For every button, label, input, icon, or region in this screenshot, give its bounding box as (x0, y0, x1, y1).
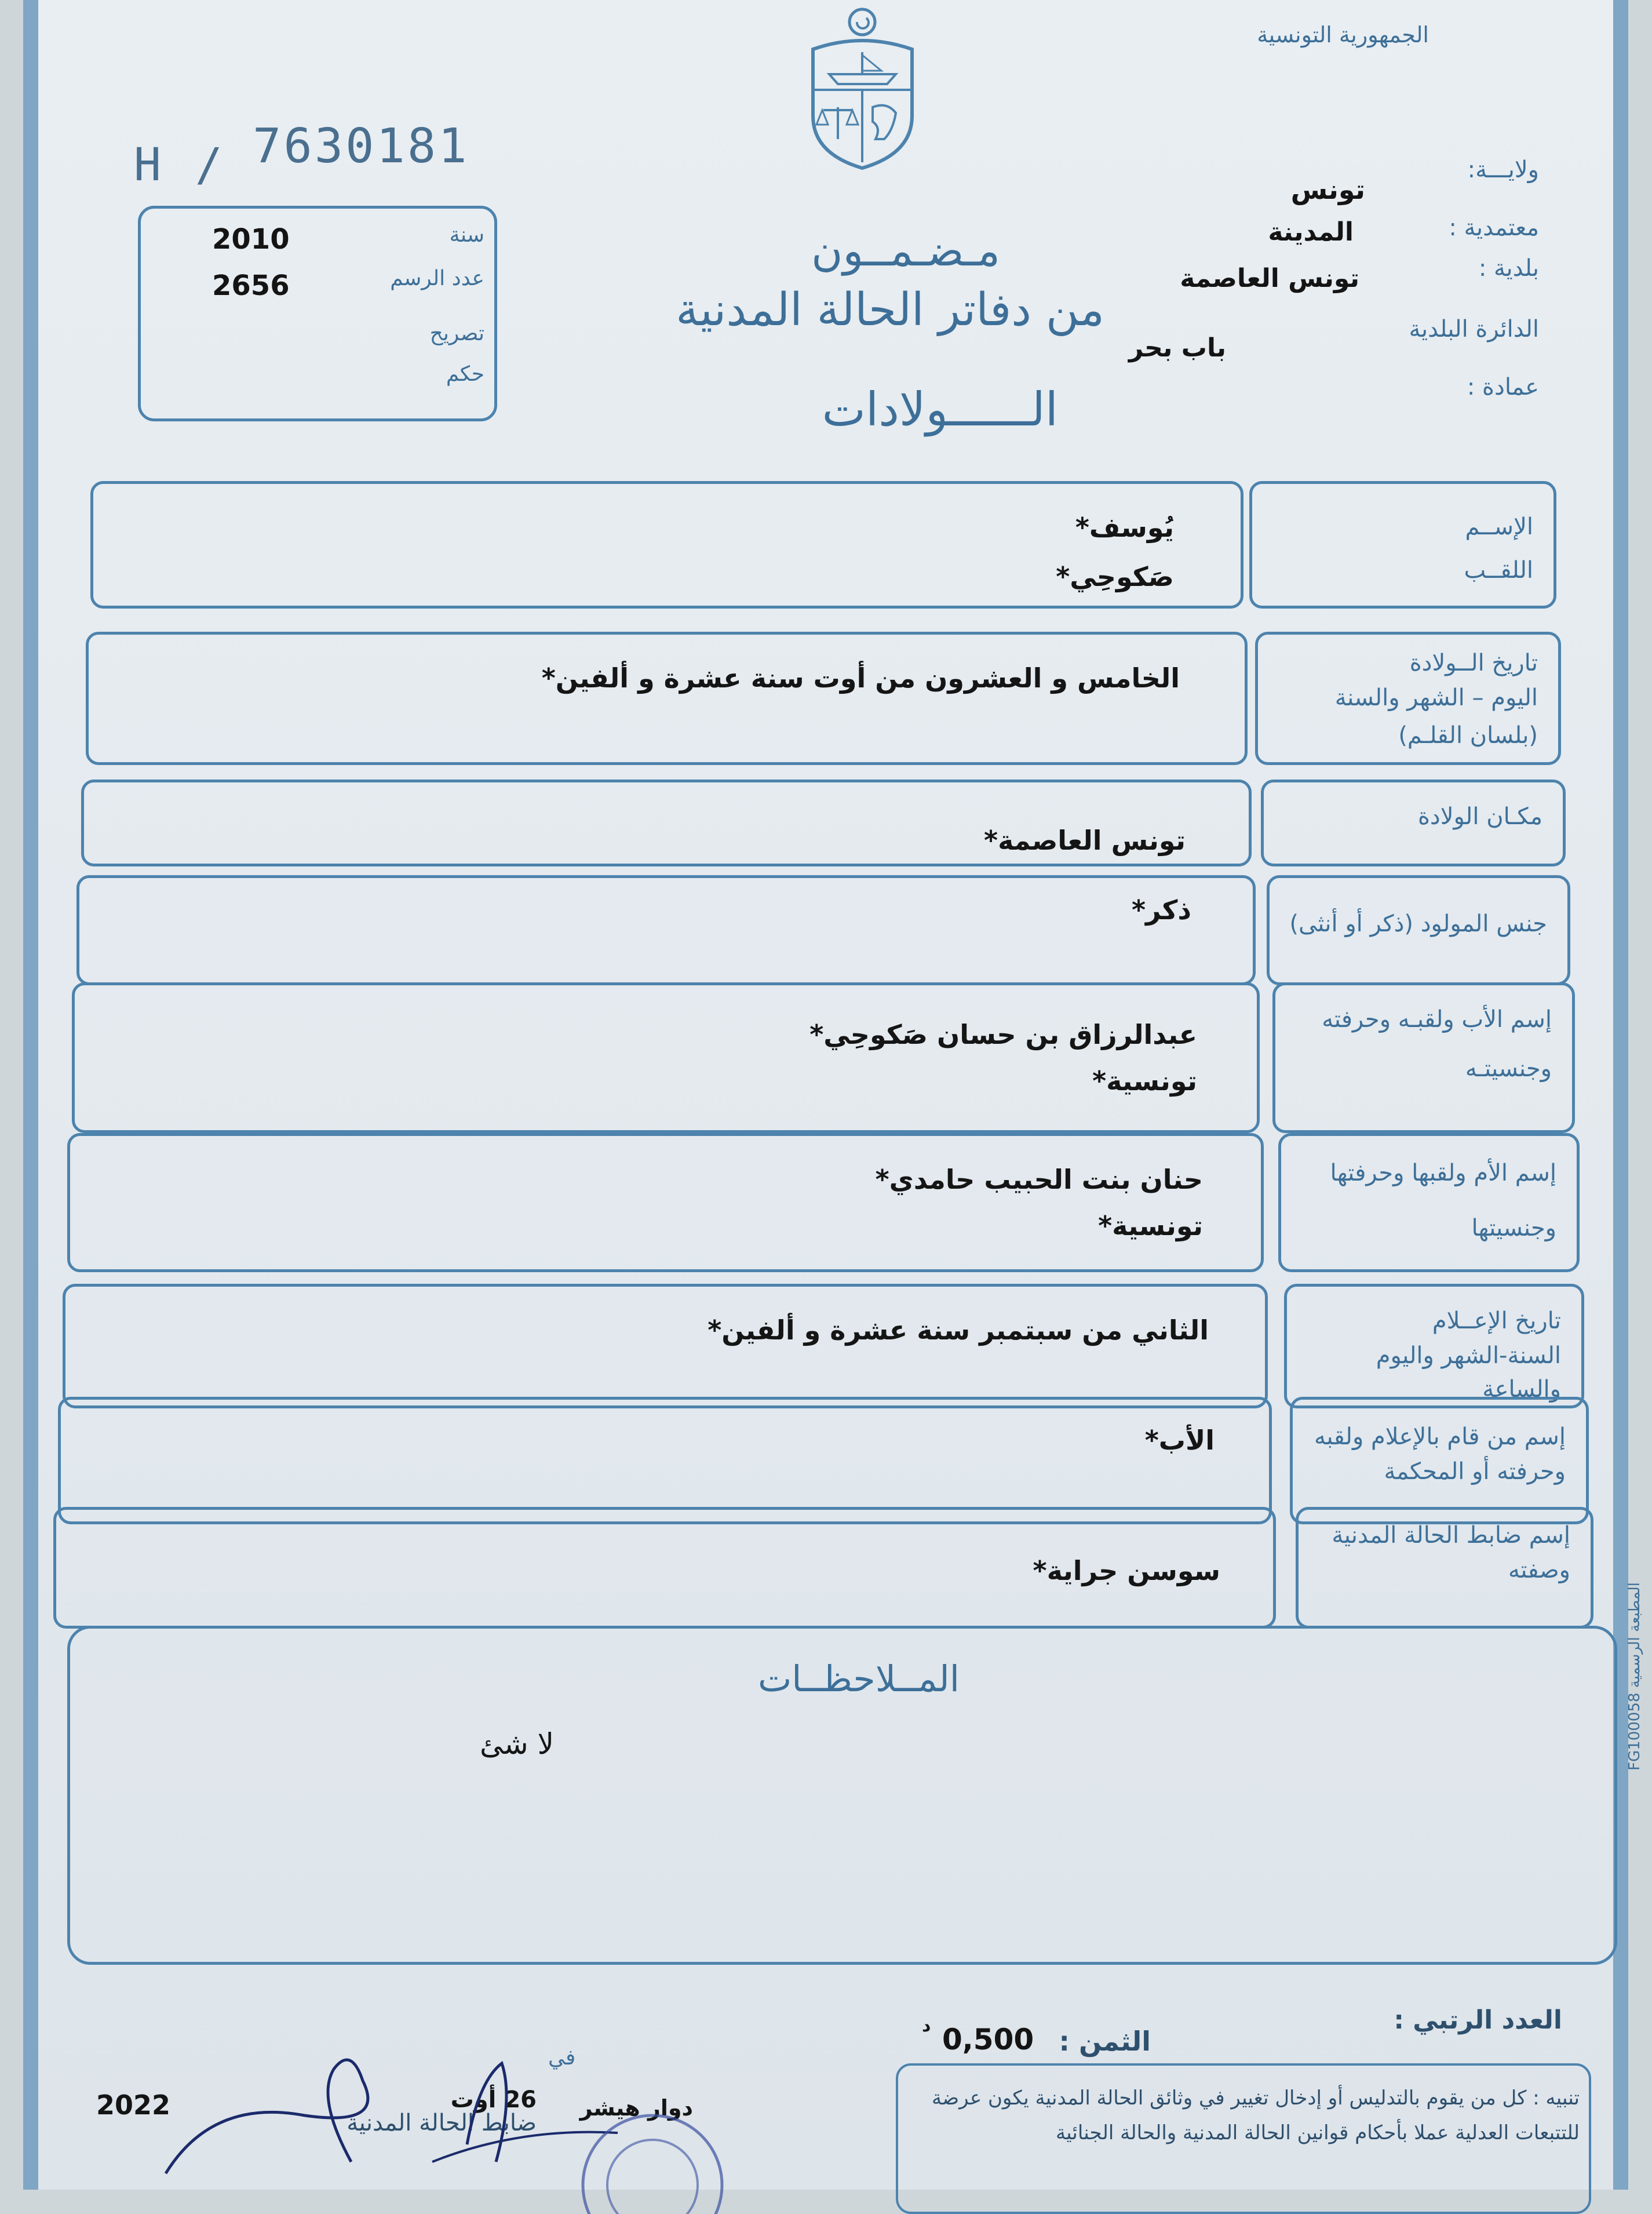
field-label: تاريخ الإعــلام (1432, 1308, 1561, 1334)
record-number-value: 2656 (212, 270, 290, 302)
field-value-box (86, 632, 1248, 765)
title-births: الــــــولادات (822, 383, 1058, 436)
printer-mark: المطبعة الرسمية FG100058 (1626, 1582, 1643, 1771)
field-value: يُوسف* (1075, 512, 1174, 543)
municipality-label: بلدية : (1478, 255, 1539, 282)
serial-prefix: H / (134, 139, 226, 191)
issue-year: 2022 (96, 2089, 171, 2121)
tunisia-coat-of-arms-icon (806, 6, 919, 174)
field-label: وحرفته أو المحكمة (1384, 1458, 1566, 1485)
field-label: (بلسان القلـم) (1398, 722, 1538, 749)
district-label: الدائرة البلدية (1409, 316, 1539, 343)
field-label: إسم من قام بالإعلام ولقبه (1314, 1423, 1566, 1450)
field-value: تونسية* (1098, 1210, 1203, 1241)
field-label-box (1249, 481, 1556, 609)
field-value-box (72, 982, 1260, 1133)
title-content: مـضـمــون (811, 226, 1000, 276)
field-label: وجنسيتـه (1465, 1055, 1552, 1082)
field-label: اللقــب (1464, 557, 1533, 584)
remarks-title: المــلاحظــات (757, 1658, 960, 1700)
wilaya-label: ولايـــة: (1467, 156, 1539, 183)
field-label: وجنسيتها (1471, 1215, 1556, 1241)
serial-number: 7630181 (253, 119, 469, 174)
republic-header: الجمهورية التونسية (1257, 22, 1429, 48)
field-label: الإســم (1465, 514, 1533, 540)
officer-title: ضابط الحالة المدنية (347, 2110, 537, 2136)
year-value: 2010 (212, 223, 290, 256)
signature-and-stamp (143, 2011, 664, 2185)
field-label: إسم ضابط الحالة المدنية (1332, 1522, 1570, 1549)
field-value: ذكر* (1131, 894, 1191, 926)
omda-label: عمادة : (1467, 374, 1539, 400)
field-value: عبدالرزاق بن حسان صَكوحِي* (809, 1019, 1197, 1050)
price-label: الثمن : (1059, 2026, 1151, 2057)
issue-date: 26 أوت (450, 2086, 537, 2113)
field-value: الثاني من سبتمبر سنة عشرة و ألفين* (708, 1314, 1209, 1346)
field-value: الخامس و العشرون من أوت سنة عشرة و ألفين* (541, 662, 1180, 694)
title-civil-registry: من دفاتر الحالة المدنية (676, 284, 1104, 336)
field-label: وصفته (1508, 1557, 1570, 1583)
field-label: إسم الأب ولقبـه وحرفته (1322, 1006, 1552, 1033)
wilaya-value: تونس (1290, 174, 1365, 205)
judgment-label: حكم (446, 362, 484, 386)
serial-order-label: العدد الرتبي : (1394, 2005, 1562, 2035)
district-value: باب بحر (1128, 333, 1226, 363)
field-label: جنس المولود (ذكر أو أنثى) (1289, 911, 1547, 937)
field-label: اليوم – الشهر والسنة (1334, 684, 1538, 711)
price-value: 0,500 (942, 2023, 1034, 2056)
field-value-box (58, 1397, 1272, 1524)
field-value: تونس العاصمة* (984, 825, 1186, 856)
delegation-label: معتمدية : (1449, 214, 1539, 241)
field-label: إسم الأم ولقبها وحرفتها (1330, 1160, 1556, 1186)
field-label: مكـان الولادة (1417, 803, 1542, 830)
field-label-box (1278, 1133, 1580, 1272)
birth-certificate-document (23, 0, 1643, 2190)
municipality-value: تونس العاصمة (1180, 264, 1359, 293)
field-value: صَكوحِي* (1056, 561, 1174, 592)
field-value: تونسية* (1092, 1065, 1197, 1097)
field-value: الأب* (1144, 1425, 1215, 1456)
year-label: سنة (449, 223, 484, 247)
issuing-office: دوار هيشر (579, 2095, 693, 2121)
field-label: السنة-الشهر واليوم والساعة (1376, 1342, 1561, 1403)
record-number-label: عدد الرسم (390, 267, 484, 290)
warning-line-2: للتتبعات العدلية عملا بأحكام قوانين الحالة المدنية والحالة الجنائية (1055, 2121, 1580, 2144)
field-label: تاريخ الــولادة (1409, 650, 1538, 676)
declaration-label: تصريح (429, 322, 484, 345)
in-label: في (548, 2046, 576, 2070)
warning-line-1: تنبيه : كل من يقوم بالتدليس أو إدخال تغيير في وثائق الحالة المدنية يكون عرضة (932, 2086, 1580, 2110)
field-value: سوسن جراية* (1033, 1555, 1220, 1586)
delegation-value: المدينة (1268, 217, 1354, 247)
field-value-box (67, 1133, 1264, 1272)
remarks-value: لا شئ (480, 1727, 554, 1761)
price-unit: د (922, 2016, 931, 2036)
field-value: حنان بنت الحبيب حامدي* (875, 1164, 1203, 1195)
